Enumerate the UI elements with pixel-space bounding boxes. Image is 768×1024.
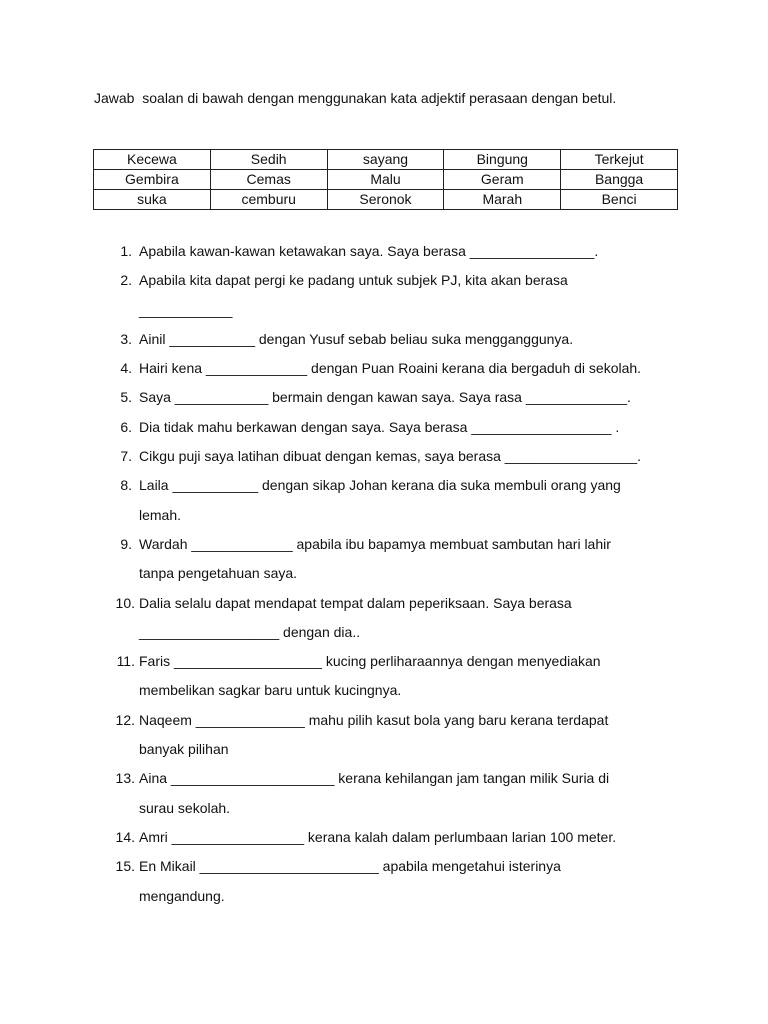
question-line: Laila ___________ dengan sikap Johan kerana dia suka membuli orang yang bbox=[139, 477, 621, 494]
question-line: Aina _____________________ kerana kehilangan jam tangan milik Suria di bbox=[139, 770, 610, 787]
question-item bbox=[0, 442, 768, 471]
word-cell: Cemas bbox=[210, 170, 327, 190]
word-cell: Malu bbox=[327, 170, 444, 190]
question-line: membelikan sagkar baru untuk kucingnya. bbox=[139, 682, 402, 699]
question-number: 14. bbox=[115, 828, 135, 845]
question-line: Amri _________________ kerana kalah dalam perlumbaan larian 100 meter. bbox=[139, 828, 617, 845]
word-bank-row bbox=[94, 190, 678, 210]
question-number: 11. bbox=[116, 653, 135, 670]
word-bank-row bbox=[94, 150, 678, 170]
question-line: Cikgu puji saya latihan dibuat dengan kemas, saya berasa _________________. bbox=[139, 448, 642, 465]
question-number: 7. bbox=[120, 448, 132, 465]
question-line: Saya ____________ bermain dengan kawan saya. Saya rasa _____________. bbox=[139, 389, 631, 406]
word-cell: Bangga bbox=[561, 170, 678, 190]
question-item bbox=[0, 354, 768, 383]
word-cell: Benci bbox=[561, 190, 678, 210]
question-line: Apabila kawan-kawan ketawakan saya. Saya berasa ________________. bbox=[139, 243, 599, 259]
question-number: 12. bbox=[115, 711, 135, 728]
question-item bbox=[0, 383, 768, 412]
question-item bbox=[0, 530, 768, 589]
question-number: 4. bbox=[120, 360, 132, 377]
question-number: 9. bbox=[120, 535, 132, 552]
question-line: Dalia selalu dapat mendapat tempat dalam peperiksaan. Saya berasa bbox=[139, 594, 572, 611]
word-cell: Bingung bbox=[444, 150, 561, 170]
question-item bbox=[0, 325, 768, 354]
question-number: 13. bbox=[115, 770, 135, 787]
question-line: Naqeem ______________ mahu pilih kasut bola yang baru kerana terdapat bbox=[139, 711, 609, 728]
question-list bbox=[0, 237, 768, 911]
question-item bbox=[0, 647, 768, 706]
question-number: 8. bbox=[120, 477, 132, 494]
question-item bbox=[0, 237, 768, 266]
question-line: lemah. bbox=[139, 506, 182, 523]
question-number: 3. bbox=[120, 330, 132, 347]
word-cell: Seronok bbox=[327, 190, 444, 210]
word-cell: sayang bbox=[327, 150, 444, 170]
question-number: 1. bbox=[120, 243, 132, 259]
word-cell: Marah bbox=[444, 190, 561, 210]
question-line: Dia tidak mahu berkawan dengan saya. Saya berasa __________________ . bbox=[139, 418, 620, 435]
question-number: 5. bbox=[120, 389, 132, 406]
word-cell: Gembira bbox=[94, 170, 211, 190]
question-number: 2. bbox=[120, 272, 132, 289]
word-cell: Terkejut bbox=[561, 150, 678, 170]
question-line: __________________ dengan dia.. bbox=[139, 623, 361, 640]
instruction-text: Jawab soalan di bawah dengan menggunakan kata adjektif perasaan dengan betul. bbox=[94, 90, 617, 106]
question-line: tanpa pengetahuan saya. bbox=[139, 565, 298, 582]
question-item bbox=[0, 413, 768, 442]
question-line: Hairi kena _____________ dengan Puan Roaini kerana dia bergaduh di sekolah. bbox=[139, 360, 642, 377]
question-line: banyak pilihan bbox=[139, 741, 229, 758]
question-item bbox=[0, 823, 768, 852]
question-item bbox=[0, 706, 768, 765]
word-cell: cemburu bbox=[210, 190, 327, 210]
question-line: Ainil ___________ dengan Yusuf sebab beliau suka mengganggunya. bbox=[139, 330, 574, 347]
question-item bbox=[0, 471, 768, 530]
word-bank-row bbox=[94, 170, 678, 190]
question-item bbox=[0, 266, 768, 325]
word-cell: suka bbox=[94, 190, 211, 210]
question-line: mengandung. bbox=[139, 887, 225, 904]
question-line: Faris ___________________ kucing perliharaannya dengan menyediakan bbox=[139, 653, 601, 670]
question-line: surau sekolah. bbox=[139, 799, 231, 816]
question-line: Apabila kita dapat pergi ke padang untuk subjek PJ, kita akan berasa bbox=[139, 272, 568, 289]
question-number: 6. bbox=[120, 418, 132, 435]
question-line: ____________ bbox=[139, 301, 233, 318]
word-bank-table bbox=[93, 149, 678, 210]
word-cell: Kecewa bbox=[94, 150, 211, 170]
question-number: 15. bbox=[115, 858, 135, 875]
question-item bbox=[0, 589, 768, 648]
question-item bbox=[0, 852, 768, 911]
question-item bbox=[0, 764, 768, 823]
word-cell: Sedih bbox=[210, 150, 327, 170]
word-cell: Geram bbox=[444, 170, 561, 190]
question-line: Wardah _____________ apabila ibu bapamya membuat sambutan hari lahir bbox=[139, 535, 611, 552]
question-line: En Mikail _______________________ apabila mengetahui isterinya bbox=[139, 858, 561, 875]
question-number: 10. bbox=[115, 594, 135, 611]
